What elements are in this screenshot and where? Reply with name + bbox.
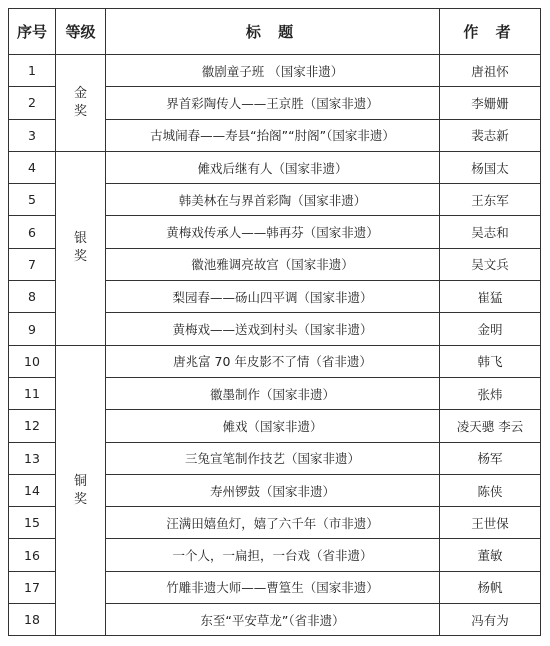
grade-cell-bronze bbox=[56, 345, 106, 636]
table-row bbox=[9, 345, 541, 377]
row-num: 12 bbox=[9, 410, 56, 442]
row-title: 寿州锣鼓（国家非遗） bbox=[106, 474, 440, 506]
row-title: 傩戏后继有人（国家非遗） bbox=[106, 151, 440, 183]
table-header-row bbox=[9, 9, 541, 55]
row-title: 三兔宣笔制作技艺（国家非遗） bbox=[106, 442, 440, 474]
row-num: 16 bbox=[9, 539, 56, 571]
row-title: 竹雕非遗大师——曹篁生（国家非遗） bbox=[106, 571, 440, 603]
row-num: 17 bbox=[9, 571, 56, 603]
row-title: 黄梅戏——送戏到村头（国家非遗） bbox=[106, 313, 440, 345]
row-author: 杨军 bbox=[440, 442, 541, 474]
row-author: 裴志新 bbox=[440, 119, 541, 151]
row-num: 15 bbox=[9, 507, 56, 539]
row-title: 东至“平安草龙”（省非遗） bbox=[106, 604, 440, 636]
grade-label: 金奖 bbox=[73, 85, 87, 119]
awards-table-container bbox=[8, 8, 540, 638]
row-num: 9 bbox=[9, 313, 56, 345]
row-title: 黄梅戏传承人——韩再芬（国家非遗） bbox=[106, 216, 440, 248]
row-num: 6 bbox=[9, 216, 56, 248]
table-row bbox=[9, 151, 541, 183]
row-num: 8 bbox=[9, 281, 56, 313]
row-num: 5 bbox=[9, 184, 56, 216]
table-body bbox=[9, 55, 541, 636]
row-author: 唐祖怀 bbox=[440, 55, 541, 87]
row-title: 汪满田嬉鱼灯，嬉了六千年（市非遗） bbox=[106, 507, 440, 539]
row-num: 7 bbox=[9, 248, 56, 280]
row-num: 14 bbox=[9, 474, 56, 506]
grade-label: 铜奖 bbox=[73, 473, 87, 507]
row-author: 吴志和 bbox=[440, 216, 541, 248]
row-author: 王东军 bbox=[440, 184, 541, 216]
row-author: 董敏 bbox=[440, 539, 541, 571]
row-author: 王世保 bbox=[440, 507, 541, 539]
row-title: 唐兆富 70 年皮影不了情（省非遗） bbox=[106, 345, 440, 377]
grade-label: 银奖 bbox=[73, 231, 87, 265]
row-num: 18 bbox=[9, 604, 56, 636]
row-title: 梨园春——砀山四平调（国家非遗） bbox=[106, 281, 440, 313]
row-num: 13 bbox=[9, 442, 56, 474]
row-num: 11 bbox=[9, 377, 56, 409]
row-author: 冯有为 bbox=[440, 604, 541, 636]
row-author: 韩飞 bbox=[440, 345, 541, 377]
row-title: 徽墨制作（国家非遗） bbox=[106, 377, 440, 409]
row-author: 张炜 bbox=[440, 377, 541, 409]
header-author: 作 者 bbox=[440, 9, 541, 55]
grade-cell-gold bbox=[56, 55, 106, 152]
header-title: 标 题 bbox=[106, 9, 440, 55]
row-num: 2 bbox=[9, 87, 56, 119]
grade-cell-silver bbox=[56, 151, 106, 345]
row-title: 徽剧童子班 （国家非遗） bbox=[106, 55, 440, 87]
row-num: 10 bbox=[9, 345, 56, 377]
header-num: 序号 bbox=[9, 9, 56, 55]
row-title: 徽池雅调亮故宫（国家非遗） bbox=[106, 248, 440, 280]
row-author: 金明 bbox=[440, 313, 541, 345]
row-author: 崔猛 bbox=[440, 281, 541, 313]
row-title: 韩美林在与界首彩陶（国家非遗） bbox=[106, 184, 440, 216]
table-row bbox=[9, 55, 541, 87]
row-title: 傩戏（国家非遗） bbox=[106, 410, 440, 442]
header-grade: 等级 bbox=[56, 9, 106, 55]
row-title: 一个人，一扁担，一台戏（省非遗） bbox=[106, 539, 440, 571]
awards-table bbox=[8, 8, 541, 636]
row-num: 1 bbox=[9, 55, 56, 87]
row-author: 吴文兵 bbox=[440, 248, 541, 280]
row-author: 陈侠 bbox=[440, 474, 541, 506]
row-title: 界首彩陶传人——王京胜（国家非遗） bbox=[106, 87, 440, 119]
row-author: 杨国太 bbox=[440, 151, 541, 183]
row-author: 凌天骢 李云 bbox=[440, 410, 541, 442]
row-author: 李姗姗 bbox=[440, 87, 541, 119]
row-num: 3 bbox=[9, 119, 56, 151]
row-title: 古城闹春——寿县“抬阁”“肘阁”（国家非遗） bbox=[106, 119, 440, 151]
row-author: 杨帆 bbox=[440, 571, 541, 603]
row-num: 4 bbox=[9, 151, 56, 183]
